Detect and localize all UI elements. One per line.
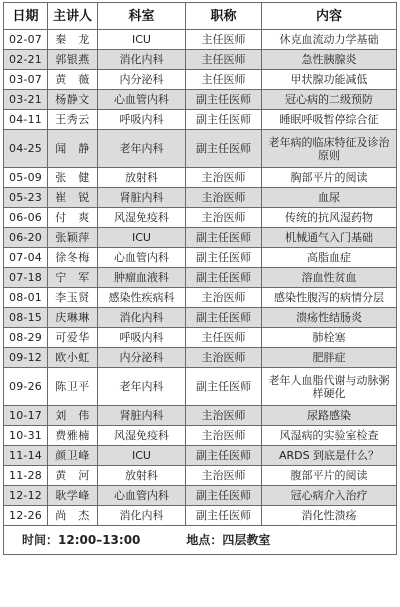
table-row <box>4 308 397 328</box>
cell-content: 胸部平片的阅读 <box>262 168 397 188</box>
cell-title: 主任医师 <box>186 30 262 50</box>
cell-title: 主治医师 <box>186 288 262 308</box>
cell-department: 感染性疾病科 <box>98 288 186 308</box>
cell-title: 主治医师 <box>186 168 262 188</box>
cell-title: 副主任医师 <box>186 486 262 506</box>
table-row <box>4 268 397 288</box>
header-speaker: 主讲人 <box>48 3 98 30</box>
table-row <box>4 168 397 188</box>
cell-title: 副主任医师 <box>186 506 262 526</box>
cell-title: 副主任医师 <box>186 308 262 328</box>
cell-content: 肺栓塞 <box>262 328 397 348</box>
cell-title: 副主任医师 <box>186 248 262 268</box>
cell-date: 06-20 <box>4 228 48 248</box>
cell-date: 05-09 <box>4 168 48 188</box>
cell-speaker: 颜卫峰 <box>48 446 98 466</box>
table-row <box>4 130 397 168</box>
cell-department: ICU <box>98 228 186 248</box>
table-row <box>4 208 397 228</box>
footer-row <box>4 526 397 555</box>
cell-date: 09-12 <box>4 348 48 368</box>
cell-content: 血尿 <box>262 188 397 208</box>
cell-title: 主治医师 <box>186 188 262 208</box>
cell-title: 主治医师 <box>186 208 262 228</box>
cell-content: 传统的抗风湿药物 <box>262 208 397 228</box>
cell-department: 风湿免疫科 <box>98 208 186 228</box>
table-row <box>4 368 397 406</box>
table-row <box>4 228 397 248</box>
cell-department: 放射科 <box>98 168 186 188</box>
cell-date: 12-26 <box>4 506 48 526</box>
cell-department: 风湿免疫科 <box>98 426 186 446</box>
cell-date: 04-11 <box>4 110 48 130</box>
cell-date: 08-01 <box>4 288 48 308</box>
cell-speaker: 耿学峰 <box>48 486 98 506</box>
header-title: 职称 <box>186 3 262 30</box>
cell-title: 主任医师 <box>186 50 262 70</box>
cell-department: 心血管内科 <box>98 486 186 506</box>
cell-date: 02-21 <box>4 50 48 70</box>
table-row <box>4 70 397 90</box>
cell-speaker: 陈卫平 <box>48 368 98 406</box>
cell-department: 消化内科 <box>98 506 186 526</box>
cell-title: 副主任医师 <box>186 268 262 288</box>
cell-content: 溶血性贫血 <box>262 268 397 288</box>
table-row <box>4 348 397 368</box>
table-row <box>4 188 397 208</box>
cell-title: 副主任医师 <box>186 446 262 466</box>
cell-speaker: 欧小虹 <box>48 348 98 368</box>
table-row <box>4 110 397 130</box>
cell-title: 主治医师 <box>186 348 262 368</box>
cell-title: 副主任医师 <box>186 90 262 110</box>
cell-content: 老年病的临床特征及诊治原则 <box>262 130 397 168</box>
footer-time: 时间：12:00–13:00 <box>22 532 141 547</box>
table-row <box>4 90 397 110</box>
cell-department: 呼吸内科 <box>98 328 186 348</box>
cell-speaker: 秦 龙 <box>48 30 98 50</box>
cell-title: 副主任医师 <box>186 368 262 406</box>
cell-speaker: 杨静文 <box>48 90 98 110</box>
cell-speaker: 费雅楠 <box>48 426 98 446</box>
cell-content: 甲状腺功能减低 <box>262 70 397 90</box>
cell-content: 感染性腹泻的病情分层 <box>262 288 397 308</box>
cell-date: 07-18 <box>4 268 48 288</box>
cell-date: 05-23 <box>4 188 48 208</box>
cell-speaker: 张颖萍 <box>48 228 98 248</box>
cell-speaker: 李玉贤 <box>48 288 98 308</box>
table-row <box>4 466 397 486</box>
cell-content: 腹部平片的阅读 <box>262 466 397 486</box>
cell-content: 尿路感染 <box>262 406 397 426</box>
cell-department: 消化内科 <box>98 308 186 328</box>
footer-cell <box>4 526 397 555</box>
cell-content: ARDS 到底是什么？ <box>262 446 397 466</box>
cell-content: 休克血流动力学基础 <box>262 30 397 50</box>
cell-date: 11-28 <box>4 466 48 486</box>
footer-location: 地点：四层教室 <box>186 532 271 547</box>
cell-content: 风湿病的实验室检查 <box>262 426 397 446</box>
cell-date: 12-12 <box>4 486 48 506</box>
cell-title: 主治医师 <box>186 406 262 426</box>
cell-content: 溃疡性结肠炎 <box>262 308 397 328</box>
cell-department: 肾脏内科 <box>98 406 186 426</box>
table-row <box>4 486 397 506</box>
cell-speaker: 郭银燕 <box>48 50 98 70</box>
cell-date: 10-17 <box>4 406 48 426</box>
cell-department: 呼吸内科 <box>98 110 186 130</box>
cell-speaker: 付 爽 <box>48 208 98 228</box>
cell-date: 08-15 <box>4 308 48 328</box>
cell-speaker: 黄 薇 <box>48 70 98 90</box>
cell-department: 肾脏内科 <box>98 188 186 208</box>
table-row <box>4 50 397 70</box>
cell-content: 睡眠呼吸暂停综合征 <box>262 110 397 130</box>
cell-title: 主任医师 <box>186 328 262 348</box>
cell-content: 急性胰腺炎 <box>262 50 397 70</box>
cell-content: 冠心病的二级预防 <box>262 90 397 110</box>
cell-date: 09-26 <box>4 368 48 406</box>
table-row <box>4 248 397 268</box>
table-row <box>4 446 397 466</box>
cell-speaker: 尚 杰 <box>48 506 98 526</box>
schedule-table <box>3 2 397 555</box>
cell-department: 肿瘤血液科 <box>98 268 186 288</box>
schedule-body <box>4 30 397 526</box>
cell-content: 机械通气入门基础 <box>262 228 397 248</box>
cell-title: 主治医师 <box>186 426 262 446</box>
cell-speaker: 宁 军 <box>48 268 98 288</box>
cell-title: 副主任医师 <box>186 130 262 168</box>
cell-department: 内分泌科 <box>98 348 186 368</box>
cell-content: 高脂血症 <box>262 248 397 268</box>
cell-department: 心血管内科 <box>98 248 186 268</box>
header-department: 科室 <box>98 3 186 30</box>
cell-speaker: 王秀云 <box>48 110 98 130</box>
cell-speaker: 闻 静 <box>48 130 98 168</box>
cell-date: 03-21 <box>4 90 48 110</box>
cell-content: 冠心病介入治疗 <box>262 486 397 506</box>
cell-date: 04-25 <box>4 130 48 168</box>
table-row <box>4 30 397 50</box>
table-row <box>4 406 397 426</box>
cell-title: 副主任医师 <box>186 228 262 248</box>
cell-department: 心血管内科 <box>98 90 186 110</box>
cell-department: 消化内科 <box>98 50 186 70</box>
cell-date: 03-07 <box>4 70 48 90</box>
cell-department: ICU <box>98 30 186 50</box>
cell-department: 内分泌科 <box>98 70 186 90</box>
cell-title: 主治医师 <box>186 466 262 486</box>
cell-department: 放射科 <box>98 466 186 486</box>
cell-content: 肥胖症 <box>262 348 397 368</box>
cell-speaker: 可爱华 <box>48 328 98 348</box>
cell-department: ICU <box>98 446 186 466</box>
header-content: 内容 <box>262 3 397 30</box>
cell-speaker: 庆琳琳 <box>48 308 98 328</box>
cell-content: 老年人血脂代谢与动脉粥样硬化 <box>262 368 397 406</box>
cell-speaker: 崔 锐 <box>48 188 98 208</box>
cell-date: 06-06 <box>4 208 48 228</box>
table-row <box>4 506 397 526</box>
header-row <box>4 3 397 30</box>
cell-department: 老年内科 <box>98 368 186 406</box>
cell-speaker: 张 健 <box>48 168 98 188</box>
cell-department: 老年内科 <box>98 130 186 168</box>
cell-date: 10-31 <box>4 426 48 446</box>
cell-speaker: 黄 河 <box>48 466 98 486</box>
cell-speaker: 徐冬梅 <box>48 248 98 268</box>
cell-title: 副主任医师 <box>186 110 262 130</box>
cell-date: 08-29 <box>4 328 48 348</box>
header-date: 日期 <box>4 3 48 30</box>
cell-title: 主任医师 <box>186 70 262 90</box>
cell-content: 消化性溃疡 <box>262 506 397 526</box>
cell-date: 11-14 <box>4 446 48 466</box>
cell-date: 02-07 <box>4 30 48 50</box>
cell-speaker: 刘 伟 <box>48 406 98 426</box>
table-row <box>4 426 397 446</box>
cell-date: 07-04 <box>4 248 48 268</box>
table-row <box>4 328 397 348</box>
table-row <box>4 288 397 308</box>
